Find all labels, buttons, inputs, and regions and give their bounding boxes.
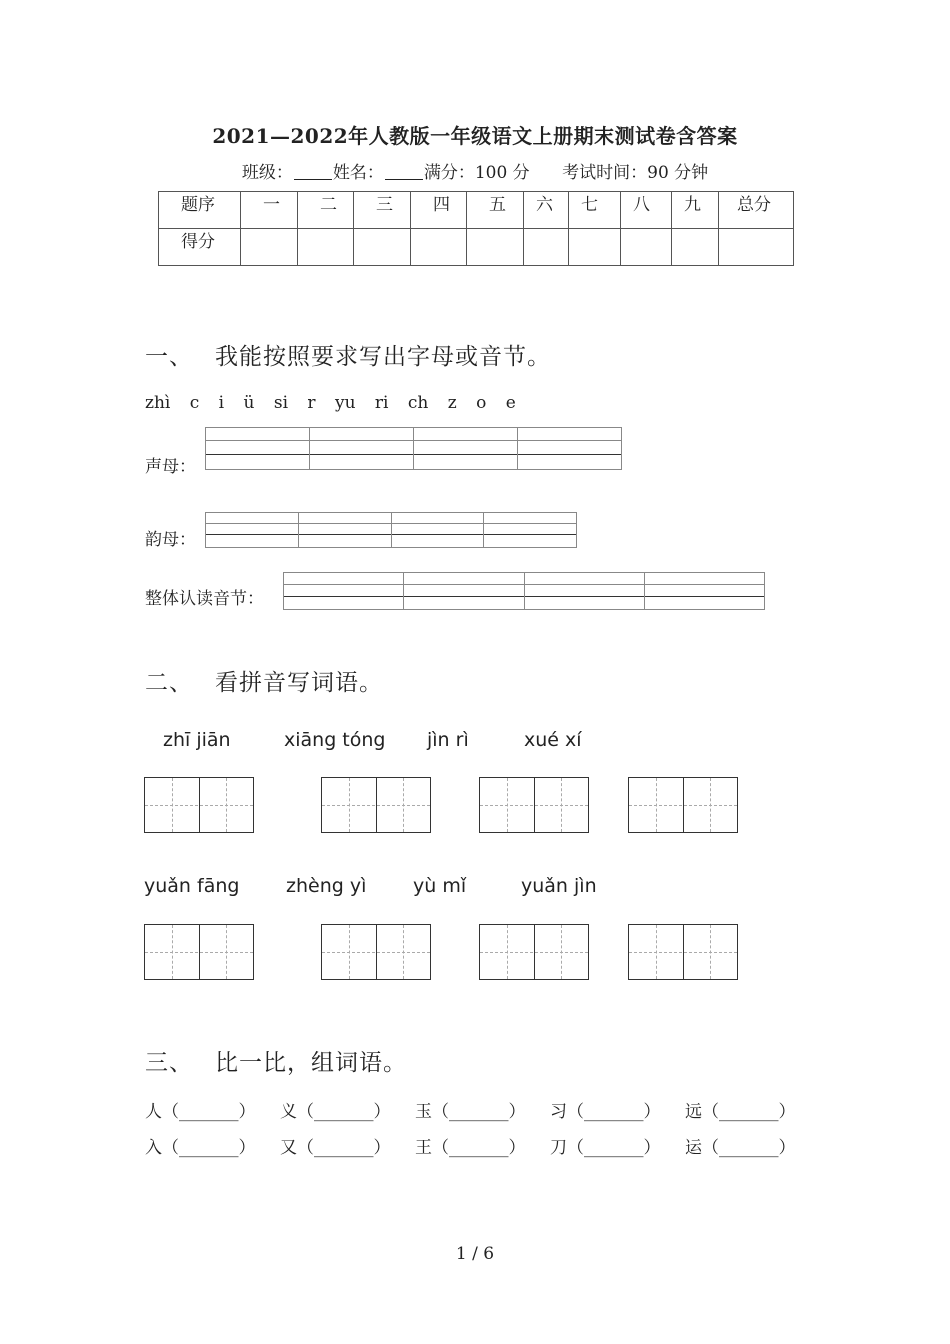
table-cell: 二 xyxy=(298,192,354,229)
pinyin-label: xué xí xyxy=(524,729,582,751)
word-fill-item[interactable]: 义（_______） xyxy=(280,1102,391,1122)
section-title: 看拼音写词语。 xyxy=(215,670,383,696)
pinyin-label: yù mǐ xyxy=(413,875,467,897)
word-fill-item[interactable]: 运（_______） xyxy=(685,1138,796,1158)
score-input-cell[interactable] xyxy=(411,229,467,266)
word-fill-item[interactable]: 玉（_______） xyxy=(415,1102,526,1122)
pinyin-label: xiāng tóng xyxy=(284,729,386,751)
table-cell: 六 xyxy=(524,192,569,229)
table-cell: 九 xyxy=(672,192,719,229)
score-table-score-row xyxy=(159,229,794,266)
name-blank[interactable] xyxy=(385,165,423,180)
table-cell: 总分 xyxy=(719,192,794,229)
grid-cell[interactable] xyxy=(413,428,518,469)
yunmu-label: 韵母： xyxy=(145,530,196,550)
section-number: 一、 xyxy=(145,344,193,370)
table-cell: 题序 xyxy=(159,192,241,229)
zhengti-writing-grid[interactable] xyxy=(283,572,765,610)
word-fill-item[interactable]: 刀（_______） xyxy=(550,1138,661,1158)
word-fill-item[interactable]: 习（_______） xyxy=(550,1102,661,1122)
table-cell: 得分 xyxy=(159,229,241,266)
section-number: 三、 xyxy=(145,1050,193,1076)
score-input-cell[interactable] xyxy=(569,229,621,266)
pinyin-label: zhī jiān xyxy=(163,729,231,751)
word-fill-item[interactable]: 王（_______） xyxy=(415,1138,526,1158)
score-input-cell[interactable] xyxy=(241,229,298,266)
shengmu-writing-grid[interactable] xyxy=(205,427,622,470)
word-fill-item[interactable]: 人（_______） xyxy=(145,1102,256,1122)
zhengti-label: 整体认读音节： xyxy=(145,589,264,609)
character-writing-box[interactable] xyxy=(321,924,431,980)
section3-heading xyxy=(145,1044,407,1077)
character-writing-box[interactable] xyxy=(321,777,431,833)
score-input-cell[interactable] xyxy=(467,229,524,266)
character-writing-box[interactable] xyxy=(628,777,738,833)
score-input-cell[interactable] xyxy=(719,229,794,266)
table-cell: 一 xyxy=(241,192,298,229)
score-table-header-row xyxy=(159,192,794,229)
section-title: 比一比，组词语。 xyxy=(215,1050,407,1076)
grid-cell[interactable] xyxy=(309,428,414,469)
score-input-cell[interactable] xyxy=(621,229,672,266)
name-label: 姓名： xyxy=(332,163,384,183)
section-number: 二、 xyxy=(145,670,193,696)
grid-cell[interactable] xyxy=(391,513,484,547)
grid-cell[interactable] xyxy=(524,573,645,609)
table-cell: 五 xyxy=(467,192,524,229)
grid-cell[interactable] xyxy=(284,573,404,609)
word-fill-item[interactable]: 远（_______） xyxy=(685,1102,796,1122)
score-input-cell[interactable] xyxy=(354,229,411,266)
character-writing-box[interactable] xyxy=(144,924,254,980)
shengmu-label: 声母： xyxy=(145,457,196,477)
character-writing-box[interactable] xyxy=(479,924,589,980)
word-fill-item[interactable]: 入（_______） xyxy=(145,1138,256,1158)
table-cell: 八 xyxy=(621,192,672,229)
exam-time: 考试时间：90 分钟 xyxy=(562,163,709,183)
character-writing-box[interactable] xyxy=(144,777,254,833)
pinyin-label: yuǎn jìn xyxy=(521,875,597,897)
table-cell: 四 xyxy=(411,192,467,229)
table-cell: 三 xyxy=(354,192,411,229)
letter-list: zhì c i ü si r yu ri ch z o e xyxy=(145,393,516,413)
section2-heading xyxy=(145,664,383,697)
full-score: 满分：100 分 xyxy=(423,163,530,183)
score-input-cell[interactable] xyxy=(672,229,719,266)
page-title: 2021—2022年人教版一年级语文上册期末测试卷含答案 xyxy=(212,124,738,148)
pinyin-label: zhèng yì xyxy=(286,875,367,897)
score-table xyxy=(158,191,794,266)
pinyin-label: yuǎn fāng xyxy=(144,875,240,897)
score-input-cell[interactable] xyxy=(298,229,354,266)
class-label: 班级： xyxy=(241,163,293,183)
compare-row-2 xyxy=(145,1133,820,1158)
page-number: 1 / 6 xyxy=(455,1244,495,1264)
grid-cell[interactable] xyxy=(206,513,299,547)
grid-cell[interactable] xyxy=(403,573,525,609)
section-title: 我能按照要求写出字母或音节。 xyxy=(215,344,551,370)
character-writing-box[interactable] xyxy=(479,777,589,833)
character-writing-box[interactable] xyxy=(628,924,738,980)
class-blank[interactable] xyxy=(294,165,332,180)
section1-heading xyxy=(145,338,551,371)
grid-cell[interactable] xyxy=(206,428,310,469)
word-fill-item[interactable]: 又（_______） xyxy=(280,1138,391,1158)
yunmu-writing-grid[interactable] xyxy=(205,512,577,548)
compare-row-1 xyxy=(145,1097,820,1122)
table-cell: 七 xyxy=(569,192,621,229)
pinyin-label: jìn rì xyxy=(427,729,469,751)
grid-cell[interactable] xyxy=(298,513,392,547)
exam-info xyxy=(0,158,950,183)
score-input-cell[interactable] xyxy=(524,229,569,266)
